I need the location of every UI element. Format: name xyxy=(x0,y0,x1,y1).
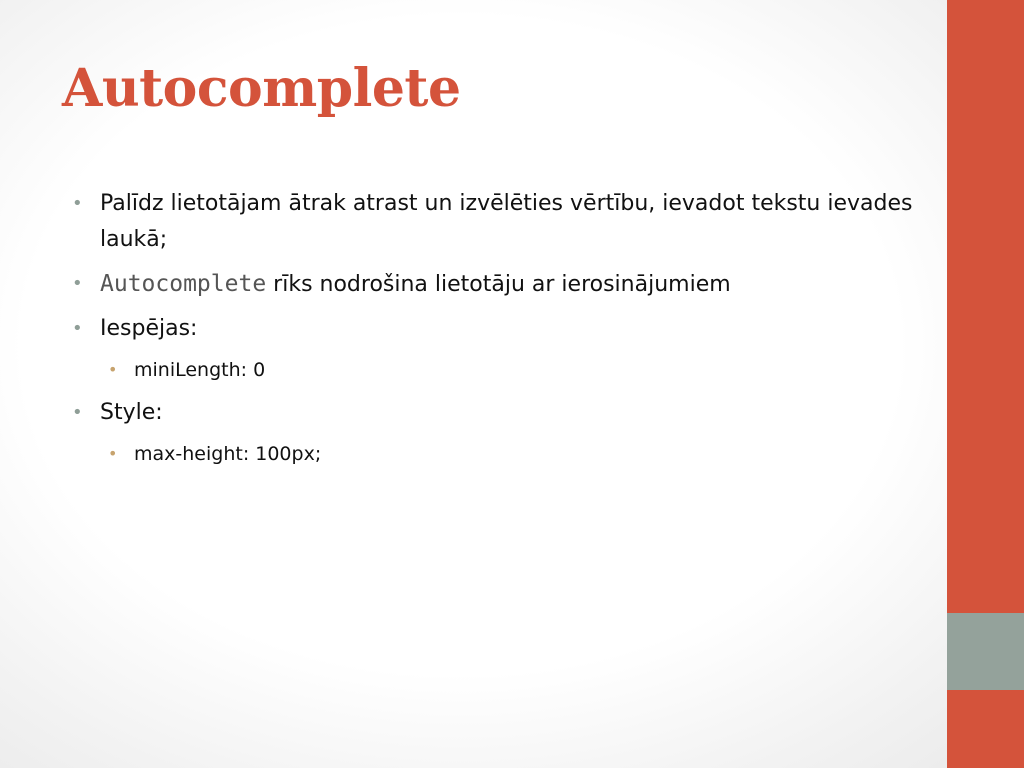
bullet-item xyxy=(72,186,932,258)
sub-bullet-dot-icon: • xyxy=(108,444,118,463)
sub-bullet-text: max-height: 100px; xyxy=(134,443,322,465)
bullet-item xyxy=(72,395,932,431)
sub-bullet-item xyxy=(72,355,932,385)
bullet-text: Style: xyxy=(100,400,163,425)
bullet-list xyxy=(72,186,932,479)
slide-title: Autocomplete xyxy=(62,58,461,119)
sub-bullet-dot-icon: • xyxy=(108,360,118,379)
sub-bullet-item xyxy=(72,439,932,469)
bullet-dot-icon: • xyxy=(72,402,83,423)
accent-bar-bottom xyxy=(947,690,1024,768)
bullet-text: Iespējas: xyxy=(100,316,198,341)
accent-bar-middle xyxy=(947,613,1024,690)
bullet-text: Palīdz lietotājam ātrak atrast un izvēlēties vērtību, ievadot tekstu ievades laukā; xyxy=(100,191,913,252)
bullet-dot-icon: • xyxy=(72,318,83,339)
bullet-item xyxy=(72,266,932,303)
sub-bullet-text: miniLength: 0 xyxy=(134,359,266,381)
bullet-item xyxy=(72,311,932,347)
bullet-dot-icon: • xyxy=(72,193,83,214)
accent-bar-top xyxy=(947,0,1024,613)
bullet-dot-icon: • xyxy=(72,273,83,294)
code-text: Autocomplete xyxy=(100,271,267,297)
bullet-text: rīks nodrošina lietotāju ar ierosinājumiem xyxy=(266,272,731,297)
